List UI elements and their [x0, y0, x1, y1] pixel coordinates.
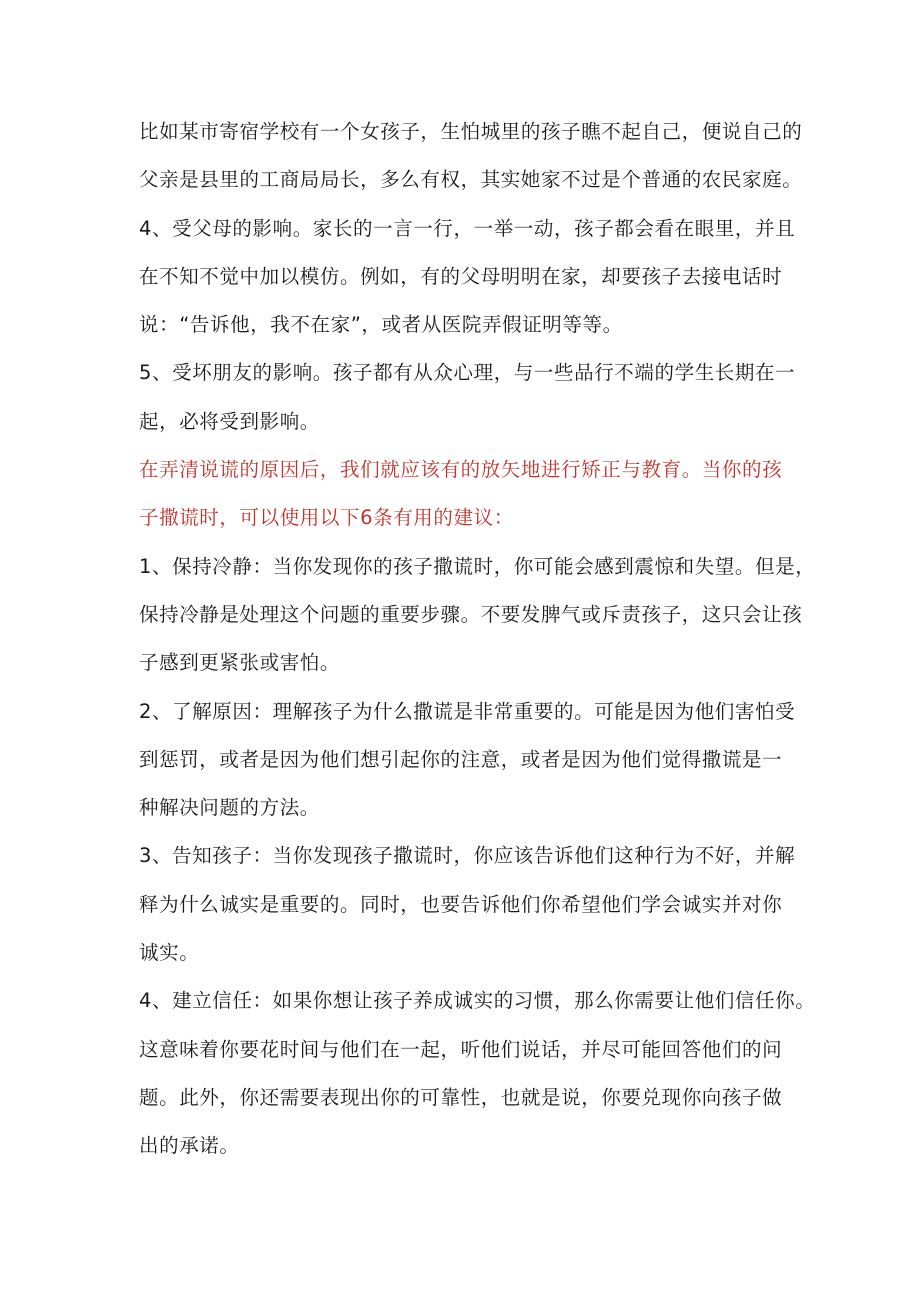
list-item-line: 3、告知孩子：当你发现孩子撒谎时，你应该告诉他们这种行为不好，并解	[139, 844, 796, 868]
list-item-line: 这意味着你要花时间与他们在一起，听他们说话，并尽可能回答他们的问	[139, 1037, 783, 1061]
list-item-line: 释为什么诚实是重要的。同时，也要告诉他们你希望他们学会诚实并对你	[139, 892, 783, 916]
list-item-line: 1、保持冷静：当你发现你的孩子撒谎时，你可能会感到震惊和失望。但是，	[139, 554, 816, 578]
document-body	[139, 108, 816, 1171]
list-item-line: 出的承诺。	[139, 1134, 240, 1158]
list-item-line: 子感到更紧张或害怕。	[139, 651, 341, 675]
paragraph-line: 父亲是县里的工商局局长，多么有权，其实她家不过是个普通的农民家庭。	[139, 168, 803, 192]
list-item-line: 4、建立信任：如果你想让孩子养成诚实的习惯，那么你需要让他们信任你。	[139, 989, 816, 1013]
list-item-line: 在不知不觉中加以模仿。例如，有的父母明明在家，却要孩子去接电话时	[139, 264, 783, 288]
paragraph-line: 比如某市寄宿学校有一个女孩子，生怕城里的孩子瞧不起自己，便说自己的	[139, 120, 803, 143]
list-item-line: 诚实。	[139, 941, 200, 965]
list-item-line: 题。此外，你还需要表现出你的可靠性，也就是说，你要兑现你向孩子做	[139, 1085, 783, 1109]
list-item-line: 2、了解原因：理解孩子为什么撒谎是非常重要的。可能是因为他们害怕受	[139, 699, 796, 723]
list-item-line: 说：“告诉他，我不在家”，或者从医院弄假证明等等。	[139, 313, 623, 337]
highlighted-intro-line: 子撒谎时，可以使用以下6条有用的建议：	[139, 506, 514, 530]
list-item-line: 保持冷静是处理这个问题的重要步骤。不要发脾气或斥责孩子，这只会让孩	[139, 602, 803, 626]
list-item-line: 4、受父母的影响。家长的一言一行，一举一动，孩子都会看在眼里，并且	[139, 216, 796, 240]
list-item-line: 种解决问题的方法。	[139, 796, 320, 820]
list-item-line: 起，必将受到影响。	[139, 409, 320, 433]
highlighted-intro-line: 在弄清说谎的原因后，我们就应该有的放矢地进行矫正与教育。当你的孩	[139, 458, 783, 482]
list-item-line: 到惩罚，或者是因为他们想引起你的注意，或者是因为他们觉得撒谎是一	[139, 747, 783, 771]
list-item-line: 5、受坏朋友的影响。孩子都有从众心理，与一些品行不端的学生长期在一	[139, 361, 796, 385]
